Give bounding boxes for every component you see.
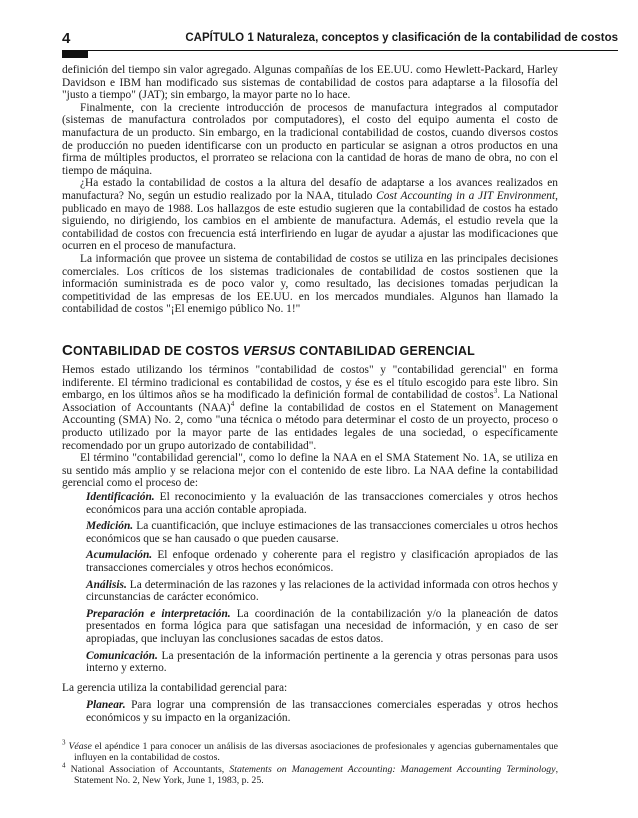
- uses-list: [86, 699, 558, 724]
- list-item: Medición. La cuantificación, que incluye estimaciones de las transacciones comerciales u otros hechos económicos que se han causado o que pueden causarse.: [86, 520, 558, 545]
- section-text: [62, 364, 558, 490]
- running-head: CAPÍTULO 1 Naturaleza, conceptos y clasificación de la contabilidad de costos: [185, 32, 618, 44]
- header-rule-marker: [62, 50, 88, 58]
- list-item: Planear. Para lograr una comprensión de las transacciones comerciales esperadas y otros hechos económicos y su impacto en la organización.: [86, 699, 558, 724]
- paragraph: definición del tiempo sin valor agregado. Algunas compañías de los EE.UU. como Hewlett-Packard, Harley Davidson e IBM han modificado sus sistemas de contabilidad de costos para adaptarse a la filosofía del "justo a tiempo" (JAT); sin embargo, la mayor parte no lo hace.: [62, 64, 558, 102]
- paragraph: ¿Ha estado la contabilidad de costos a la altura del desafío de adaptarse a los avances realizados en manufactura? No, según un estudio realizado por la NAA, titulado Cost Accounting in a JIT Environment, publicado en mayo de 1988. Los hallazgos de este estudio sugieren que la contabilidad de costos ha estado siguiendo, no dirigiendo, los cambios en el ambiente de manufactura. Además, el estudio revela que la contabilidad de costos con frecuencia está interfiriendo en lugar de ayudar a ajustar las modificaciones que ocurren en el proceso de manufactura.: [62, 177, 558, 253]
- uses-intro: La gerencia utiliza la contabilidad gerencial para:: [62, 682, 288, 694]
- list-item: Comunicación. La presentación de la información pertinente a la gerencia y otras personas para usos interno y externo.: [86, 649, 558, 675]
- paragraph: La información que provee un sistema de contabilidad de costos se utiliza en las principales decisiones comerciales. Los críticos de los sistemas tradicionales de contabilidad de costos sostienen que la información suministrada es de poco valor y, como resultado, las decisiones tomadas perjudican la competitividad de las empresas de los EE.UU. en los mercados mundiales. Algunos han llamado la contabilidad de costos "¡El enemigo público No. 1!": [62, 252, 558, 316]
- list-item: Preparación e interpretación. La coordinación de la contabilización y/o la planeación de datos presentados en forma lógica para que satisfagan una necesidad de información, y en caso de ser apropiadas, que incluyan las conclusiones sacadas de estos datos.: [86, 607, 559, 645]
- list-item: Análisis. La determinación de las razones y las relaciones de la actividad informada con otros hechos y circunstancias de carácter económico.: [86, 578, 558, 604]
- intro-text: [62, 64, 558, 316]
- section-title: CONTABILIDAD DE COSTOS VERSUS CONTABILIDAD GERENCIAL: [62, 342, 475, 359]
- paragraph: El término "contabilidad gerencial", como lo define la NAA en el SMA Statement No. 1A, se utiliza en su sentido más amplio y se relaciona mejor con el contenido de este libro. La NAA define la contabilidad gerencial como el proceso de:: [62, 452, 558, 490]
- footnotes: [62, 738, 559, 787]
- footnote: $^4$ National Association of Accountants, Statements on Management Accounting: Management Accounting Terminology, Statement No. 2, New York, June 1, 1983, p. 25.: [62, 761, 559, 786]
- study-title: Cost Accounting in a JIT Environment: [376, 189, 556, 202]
- footnote-ref: 3: [493, 387, 498, 396]
- paragraph: Hemos estado utilizando los términos "contabilidad de costos" y "contabilidad gerencial" en forma indiferente. El término tradicional es contabilidad de costos, y ése es el título escogido para este libro. Sin embargo, en los últimos años se ha modificado la definición formal de contabilidad de costos$^3$. La National Association of Accountants (NAA)$^4$ define la contabilidad de costos en el Statement on Management Accounting (SMA) No. 2, como "una técnica o método para determinar el costo de un proyecto, proceso o producto utilizado por la mayor parte de las entidades legales de una sociedad, o específicamente recomendado por un grupo autorizado de contabilidad".: [62, 364, 559, 452]
- paragraph: Finalmente, con la creciente introducción de procesos de manufactura integrados al computador (sistemas de manufactura controlados por computadores), el costo del equipo aumenta el costo de manufactura de un producto. Sin embargo, en la tradicional contabilidad de costos, cuando diversos costos de producción no pueden identificarse con un producto en particular se asignan a otros productos en una firma de múltiples productos, el prorrateo se relaciona con la cantidad de horas de mano de obra, no con el tiempo de máquina.: [62, 101, 558, 177]
- process-list: [86, 491, 558, 679]
- page-number: 4: [62, 30, 71, 47]
- footnote-ref: 4: [230, 399, 235, 408]
- page-header: [62, 30, 618, 50]
- footnote: $^3$ Véase el apéndice 1 para conocer un análisis de las diversas asociaciones de profesionales y agencias gubernamentales que influyen en la contabilidad de costos.: [62, 738, 559, 763]
- list-item: Identificación. El reconocimiento y la evaluación de las transacciones comerciales y otros hechos económicos para una acción contable apropiada.: [86, 491, 558, 516]
- list-item: Acumulación. El enfoque ordenado y coherente para el registro y clasificación apropiados de las transacciones comerciales y otros hechos económicos.: [86, 549, 558, 574]
- header-rule: [62, 50, 618, 51]
